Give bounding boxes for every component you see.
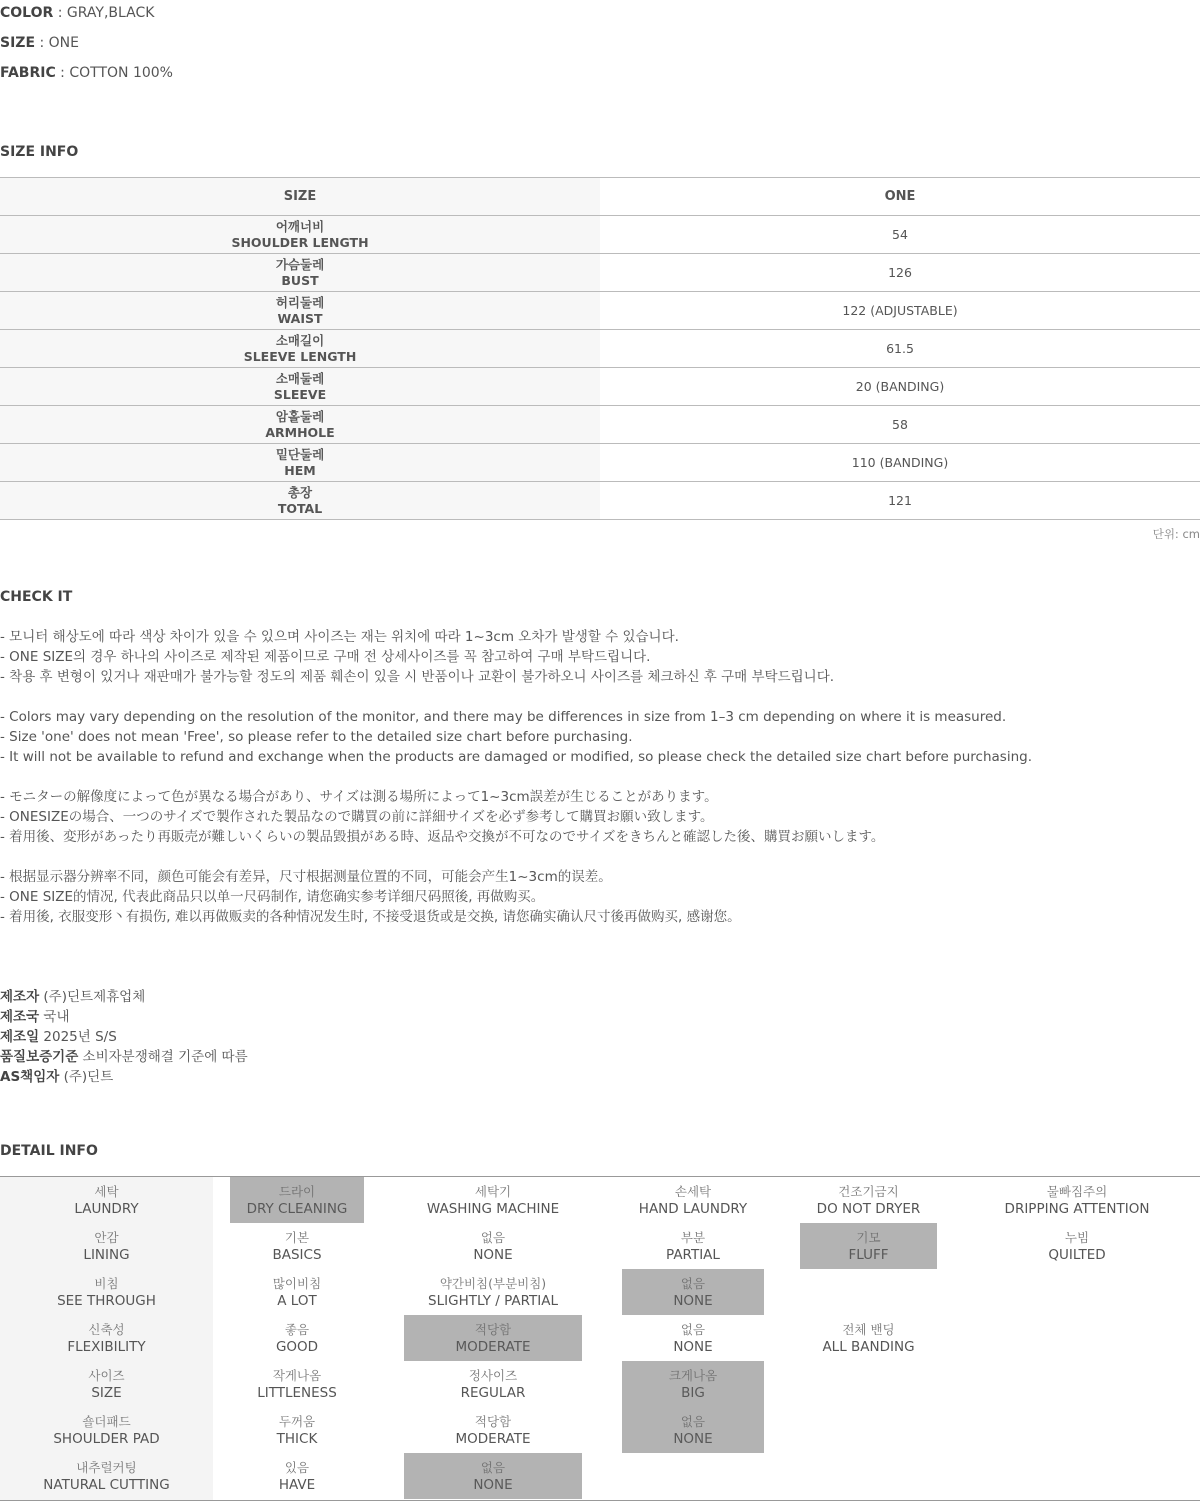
- measure-label-ko: 총장: [287, 484, 313, 500]
- detail-option: [954, 1177, 1200, 1223]
- size-measure-value: 110 (BANDING): [600, 444, 1200, 482]
- size-table-row: [0, 406, 1200, 444]
- detail-en-text: DRY CLEANING: [246, 1200, 348, 1217]
- measure-label-en: TOTAL: [277, 500, 323, 516]
- detail-en-text: HAVE: [278, 1476, 316, 1493]
- size-table-row: [0, 216, 1200, 254]
- detail-option-selected: [622, 1361, 764, 1407]
- spec-key: FABRIC: [0, 65, 56, 81]
- detail-en-text: FLEXIBILITY: [67, 1338, 146, 1355]
- detail-attribute-label: [0, 1361, 213, 1407]
- check-it-line: [0, 687, 1032, 707]
- detail-en-text: SEE THROUGH: [57, 1292, 156, 1309]
- size-table-header: [0, 178, 1200, 216]
- size-measure-label: [0, 292, 600, 330]
- detail-ko-text: 작게나옴: [272, 1367, 322, 1383]
- check-it-line: - 착용 후 변형이 있거나 재판매가 불가능할 정도의 제품 훼손이 있을 시 반품이나 교환이 불가하오니 사이즈를 체크하신 후 구매 부탁드립니다.: [0, 669, 835, 685]
- detail-option-selected: [404, 1453, 582, 1499]
- size-table-row: [0, 482, 1200, 520]
- detail-en-text: NONE: [673, 1292, 713, 1309]
- spec-fabric: [0, 63, 173, 83]
- detail-en-text: BASICS: [272, 1246, 322, 1263]
- detail-option-selected: [404, 1315, 582, 1361]
- check-it-line: - ONE SIZE的情况, 代表此商品只以单一尺码制作, 请您确实参考详细尺码照後, 再做购买。: [0, 889, 545, 905]
- detail-en-text: HAND LAUNDRY: [638, 1200, 748, 1217]
- spec-size: [0, 33, 79, 53]
- measure-label-en: ARMHOLE: [265, 424, 335, 440]
- detail-en-text: PARTIAL: [666, 1246, 720, 1263]
- detail-option: [230, 1315, 364, 1361]
- detail-option: [230, 1269, 364, 1315]
- size-table-row: [0, 368, 1200, 406]
- size-table: [0, 177, 1200, 520]
- detail-ko-text: 두꺼움: [278, 1413, 316, 1429]
- detail-ko-text: 건조기금지: [838, 1183, 899, 1199]
- detail-en-text: LAUNDRY: [74, 1200, 139, 1217]
- size-measure-value: 126: [600, 254, 1200, 292]
- measure-label-en: BUST: [281, 272, 319, 288]
- maker-value: 국내: [39, 1009, 70, 1025]
- measure-label-ko: 허리둘레: [275, 294, 325, 310]
- size-measure-value: 58: [600, 406, 1200, 444]
- size-info-title: SIZE INFO: [0, 144, 79, 160]
- detail-option: [954, 1223, 1200, 1269]
- detail-en-text: SIZE: [91, 1384, 122, 1401]
- maker-row: [0, 987, 248, 1007]
- spec-key: COLOR: [0, 5, 54, 21]
- detail-ko-text: 세탁기: [474, 1183, 512, 1199]
- check-it-line: - It will not be available to refund and exchange when the products are damaged or modified, so please check the detailed size chart before purchasing.: [0, 749, 1032, 765]
- unit-note: 단위: cm: [1152, 527, 1200, 541]
- detail-ko-text: 누빔: [1064, 1229, 1090, 1245]
- measure-label-ko: 소매둘레: [275, 370, 325, 386]
- detail-ko-text: 없음: [680, 1413, 706, 1429]
- detail-attribute-label: [0, 1269, 213, 1315]
- measure-label-en: WAIST: [277, 310, 323, 326]
- detail-ko-text: 좋음: [284, 1321, 310, 1337]
- measure-label-en: HEM: [284, 462, 316, 478]
- detail-option: [230, 1361, 364, 1407]
- size-table-row: [0, 330, 1200, 368]
- detail-attribute-label: [0, 1315, 213, 1361]
- detail-ko-text: 숄더패드: [82, 1413, 131, 1429]
- measure-label-ko: 암홀둘레: [275, 408, 325, 424]
- maker-row: [0, 1007, 248, 1027]
- detail-en-text: NONE: [673, 1338, 713, 1355]
- detail-option: [622, 1177, 764, 1223]
- detail-ko-text: 비침: [94, 1275, 119, 1291]
- detail-ko-text: 내추럴커팅: [76, 1459, 137, 1475]
- check-it-line: - 모니터 해상도에 따라 색상 차이가 있을 수 있으며 사이즈는 재는 위치에 따라 1~3cm 오차가 발생할 수 있습니다.: [0, 629, 679, 645]
- detail-ko-text: 사이즈: [88, 1367, 125, 1383]
- spec-value: : GRAY,BLACK: [53, 5, 155, 21]
- maker-key: 제조국: [0, 1009, 40, 1025]
- size-table-row: [0, 292, 1200, 330]
- detail-ko-text: 부분: [680, 1229, 706, 1245]
- detail-en-text: DRIPPING ATTENTION: [1004, 1200, 1150, 1217]
- maker-value: (주)딘트제휴업체: [39, 989, 146, 1005]
- check-it-line: - 着用後、変形があったり再販売が難しいくらいの製品毀損がある時、返品や交換が不可なのでサイズをきちんと確認した後、購買お願いします。: [0, 829, 885, 845]
- detail-en-text: NONE: [673, 1430, 713, 1447]
- check-it-line: - ONE SIZE의 경우 하나의 사이즈로 제작된 제품이므로 구매 전 상세사이즈를 꼭 참고하여 구매 부탁드립니다.: [0, 649, 651, 665]
- detail-en-text: QUILTED: [1048, 1246, 1106, 1263]
- measure-label-ko: 소매길이: [275, 332, 325, 348]
- maker-info: [0, 987, 248, 1087]
- size-measure-label: [0, 368, 600, 406]
- detail-ko-text: 손세탁: [674, 1183, 712, 1199]
- detail-en-text: A LOT: [277, 1292, 317, 1309]
- detail-ko-text: 드라이: [278, 1183, 316, 1199]
- detail-en-text: NONE: [473, 1246, 513, 1263]
- size-header-value: ONE: [600, 178, 1200, 216]
- check-it-line: - 根据显示器分辨率不同，颜色可能会有差异，尺寸根据测量位置的不同，可能会产生1~3cm的误差。: [0, 869, 612, 885]
- maker-key: 제조자: [0, 989, 40, 1005]
- detail-en-text: NONE: [473, 1476, 513, 1493]
- detail-ko-text: 없음: [680, 1275, 706, 1291]
- spec-value: : ONE: [35, 35, 79, 51]
- detail-option-selected: [622, 1269, 764, 1315]
- detail-attribute-label: [0, 1407, 213, 1453]
- size-measure-label: [0, 254, 600, 292]
- maker-row: [0, 1047, 248, 1067]
- detail-en-text: FLUFF: [848, 1246, 889, 1263]
- check-it-line: - Size 'one' does not mean 'Free', so please refer to the detailed size chart before purchasing.: [0, 729, 633, 745]
- detail-option: [404, 1407, 582, 1453]
- size-measure-label: [0, 406, 600, 444]
- detail-info-title: DETAIL INFO: [0, 1143, 98, 1159]
- detail-ko-text: 신축성: [88, 1321, 125, 1337]
- size-measure-label: [0, 216, 600, 254]
- detail-en-text: WASHING MACHINE: [426, 1200, 560, 1217]
- detail-en-text: THICK: [276, 1430, 318, 1447]
- measure-label-en: SLEEVE LENGTH: [243, 348, 357, 364]
- detail-ko-text: 있음: [284, 1459, 310, 1475]
- detail-en-text: DO NOT DRYER: [816, 1200, 921, 1217]
- detail-ko-text: 적당함: [474, 1321, 512, 1337]
- check-it-notes: [0, 627, 1032, 927]
- detail-ko-text: 많이비침: [272, 1275, 322, 1291]
- check-it-line: - モニターの解像度によって色が異なる場合があり、サイズは測る場所によって1~3cm誤差が生じることがあります。: [0, 789, 718, 805]
- detail-en-text: ALL BANDING: [822, 1338, 915, 1355]
- maker-value: (주)딘트: [59, 1069, 114, 1085]
- maker-key: AS책임자: [0, 1069, 60, 1085]
- check-it-line: - ONESIZEの場合、一つのサイズで製作された製品なので購買の前に詳細サイズを必ず参考して購買お願い致します。: [0, 809, 714, 825]
- detail-ko-text: 전체 밴딩: [842, 1321, 895, 1337]
- measure-label-en: SLEEVE: [273, 386, 327, 402]
- detail-ko-text: 물빠짐주의: [1046, 1183, 1108, 1199]
- detail-attribute-label: [0, 1223, 213, 1269]
- detail-en-text: MODERATE: [455, 1430, 531, 1447]
- size-measure-value: 121: [600, 482, 1200, 520]
- detail-ko-text: 크게나옴: [668, 1367, 718, 1383]
- detail-option: [800, 1177, 937, 1223]
- spec-value: : COTTON 100%: [55, 65, 173, 81]
- check-it-line: - Colors may vary depending on the resolution of the monitor, and there may be differences in size from 1–3 cm depending on where it is measured.: [0, 709, 1007, 725]
- detail-attribute-label: [0, 1453, 213, 1499]
- detail-en-text: GOOD: [275, 1338, 319, 1355]
- measure-label-ko: 가슴둘레: [275, 256, 325, 272]
- measure-label-ko: 밑단둘레: [275, 446, 325, 462]
- detail-info-grid: [0, 1176, 1200, 1501]
- maker-row: [0, 1027, 248, 1047]
- size-measure-label: [0, 330, 600, 368]
- detail-option: [404, 1177, 582, 1223]
- size-measure-value: 122 (ADJUSTABLE): [600, 292, 1200, 330]
- maker-row: [0, 1067, 248, 1087]
- detail-ko-text: 적당함: [474, 1413, 512, 1429]
- detail-ko-text: 없음: [480, 1229, 506, 1245]
- detail-en-text: BIG: [681, 1384, 705, 1401]
- detail-option: [622, 1223, 764, 1269]
- detail-option-selected: [230, 1177, 364, 1223]
- detail-en-text: LITTLENESS: [257, 1384, 337, 1401]
- maker-value: 2025년 S/S: [39, 1029, 117, 1045]
- detail-en-text: MODERATE: [455, 1338, 531, 1355]
- detail-en-text: SHOULDER PAD: [53, 1430, 160, 1447]
- detail-option: [404, 1269, 582, 1315]
- detail-option: [800, 1315, 937, 1361]
- maker-value: 소비자분쟁해결 기준에 따름: [78, 1049, 248, 1065]
- detail-en-text: LINING: [83, 1246, 130, 1263]
- detail-option-selected: [800, 1223, 937, 1269]
- size-header-label: SIZE: [0, 178, 600, 216]
- size-table-row: [0, 444, 1200, 482]
- detail-attribute-label: [0, 1177, 213, 1223]
- spec-key: SIZE: [0, 35, 36, 51]
- maker-key: 품질보증기준: [0, 1049, 79, 1065]
- detail-ko-text: 정사이즈: [468, 1367, 518, 1383]
- detail-en-text: REGULAR: [460, 1384, 526, 1401]
- detail-en-text: SLIGHTLY / PARTIAL: [428, 1292, 558, 1309]
- detail-option: [230, 1407, 364, 1453]
- measure-label-ko: 어깨너비: [275, 218, 325, 234]
- measure-label-en: SHOULDER LENGTH: [231, 234, 369, 250]
- detail-option-selected: [622, 1407, 764, 1453]
- detail-ko-text: 기모: [856, 1229, 881, 1245]
- check-it-title: CHECK IT: [0, 589, 73, 605]
- detail-ko-text: 없음: [680, 1321, 706, 1337]
- size-measure-value: 54: [600, 216, 1200, 254]
- detail-ko-text: 기본: [284, 1229, 310, 1245]
- detail-option: [230, 1453, 364, 1499]
- size-measure-value: 61.5: [600, 330, 1200, 368]
- size-measure-value: 20 (BANDING): [600, 368, 1200, 406]
- detail-ko-text: 세탁: [94, 1183, 119, 1199]
- detail-option: [622, 1315, 764, 1361]
- check-it-line: - 着用後, 衣服变形丶有损伤, 难以再做贩卖的各种情况发生时, 不接受退货或是交换, 请您确实确认尺寸後再做购买, 感谢您。: [0, 909, 741, 925]
- detail-ko-text: 안감: [94, 1229, 119, 1245]
- detail-option: [404, 1361, 582, 1407]
- detail-ko-text: 없음: [480, 1459, 506, 1475]
- detail-option: [230, 1223, 364, 1269]
- size-measure-label: [0, 444, 600, 482]
- check-it-line: [0, 767, 1032, 787]
- detail-option: [404, 1223, 582, 1269]
- check-it-line: [0, 847, 1032, 867]
- maker-key: 제조일: [0, 1029, 40, 1045]
- detail-ko-text: 약간비침(부분비침): [439, 1275, 547, 1291]
- detail-en-text: NATURAL CUTTING: [43, 1476, 170, 1493]
- size-table-row: [0, 254, 1200, 292]
- size-measure-label: [0, 482, 600, 520]
- spec-color: [0, 3, 154, 23]
